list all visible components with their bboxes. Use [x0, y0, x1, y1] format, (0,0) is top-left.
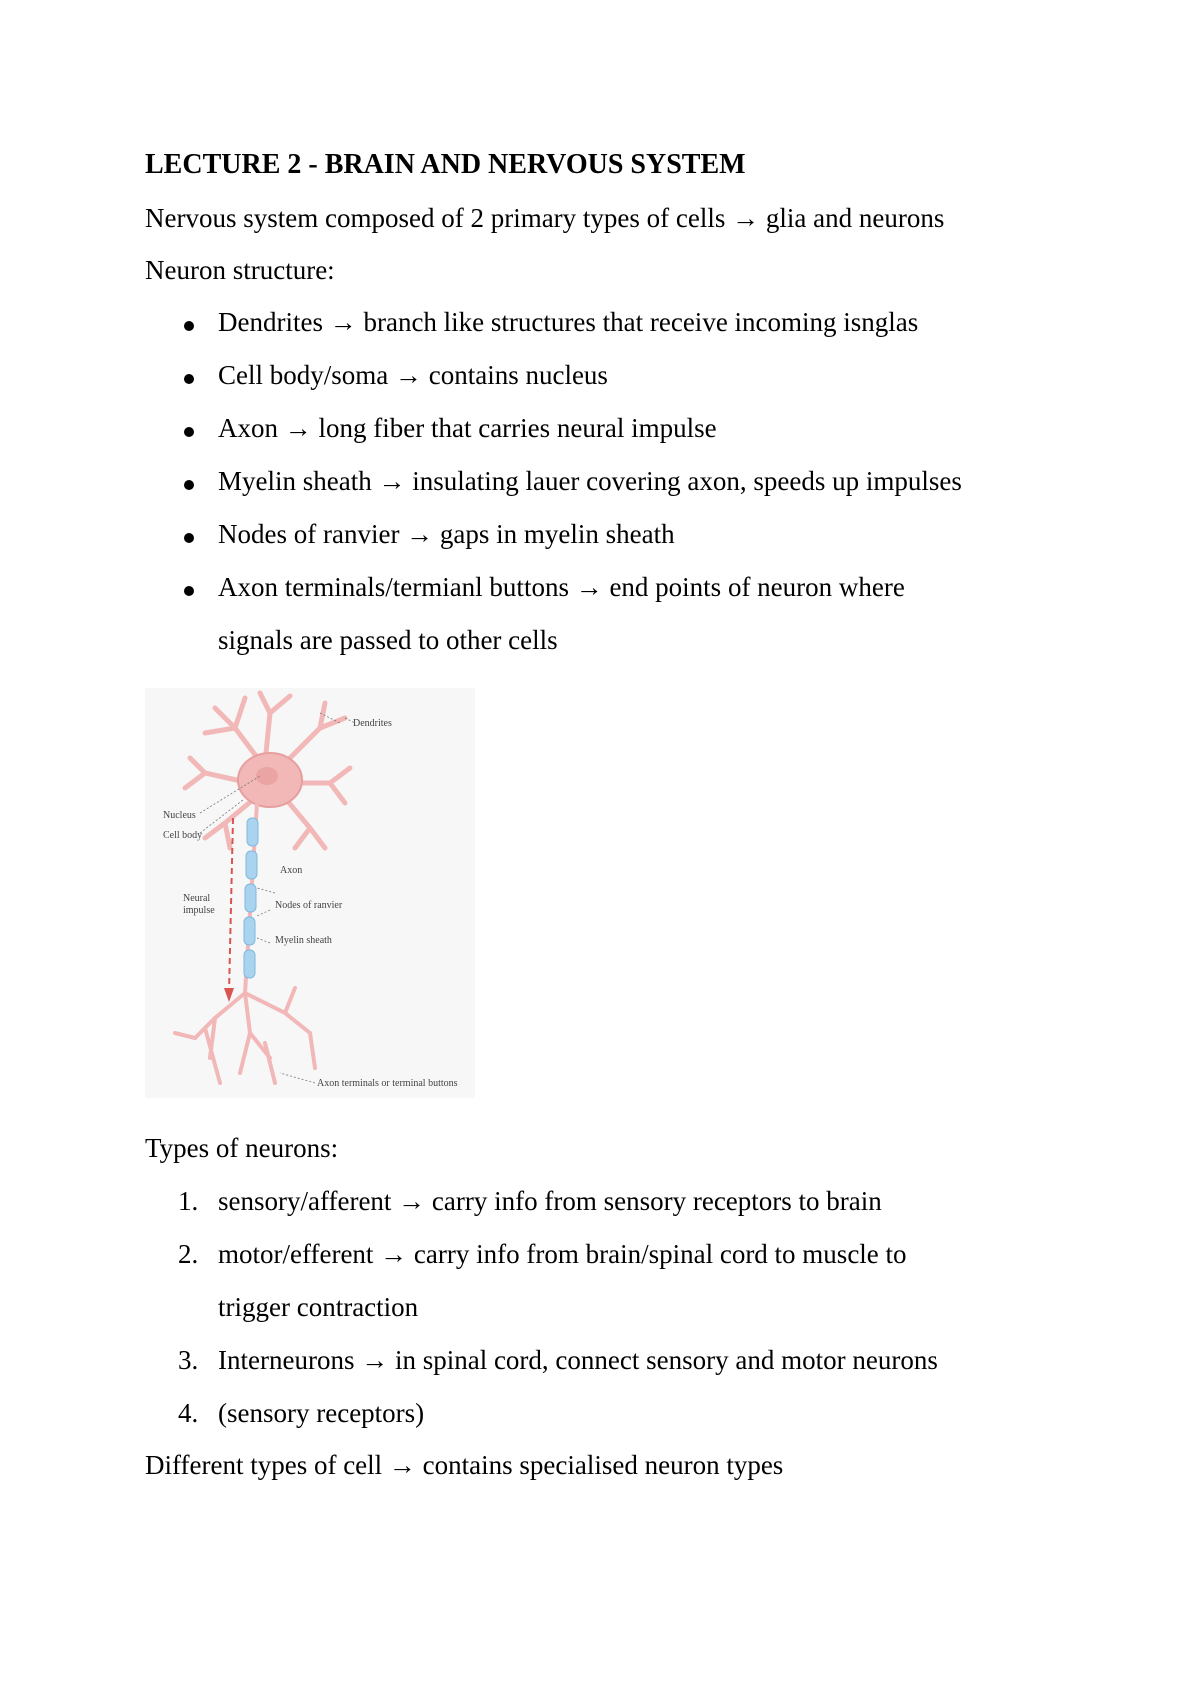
neuron-structure-heading: Neuron structure: [145, 255, 335, 285]
bullet-icon [184, 427, 194, 437]
label-nucleus: Nucleus [163, 810, 196, 821]
label-cell-body: Cell body [163, 830, 203, 841]
list-number: 1. [178, 1186, 199, 1216]
neuron-illustration [145, 688, 475, 1098]
list-item-continuation: trigger contraction [218, 1292, 419, 1322]
list-item: Axon → long fiber that carries neural impulse [218, 413, 717, 443]
list-item: sensory/afferent → carry info from sensory receptors to brain [218, 1186, 882, 1216]
list-item: Axon terminals/termianl buttons → end points of neuron where [218, 572, 905, 602]
impulse-arrowhead-icon [224, 988, 234, 1002]
axon-terminals-graphic [175, 988, 315, 1083]
label-dendrites: Dendrites [353, 718, 392, 729]
list-number: 3. [178, 1345, 199, 1375]
closing-text: Different types of cell → contains specialised neuron types [145, 1450, 784, 1480]
neuron-diagram [145, 688, 475, 1098]
label-neural-impulse-2: impulse [183, 905, 215, 916]
list-item: Interneurons → in spinal cord, connect sensory and motor neurons [218, 1345, 938, 1375]
list-number: 2. [178, 1239, 199, 1269]
label-myelin-sheath: Myelin sheath [275, 935, 332, 946]
types-heading: Types of neurons: [145, 1133, 339, 1163]
bullet-icon [184, 533, 194, 543]
page-title: LECTURE 2 - BRAIN AND NERVOUS SYSTEM [145, 149, 746, 180]
label-neural-impulse-1: Neural [183, 893, 211, 904]
label-axon: Axon [280, 865, 303, 876]
label-axon-terminals: Axon terminals or terminal buttons [317, 1078, 458, 1089]
bullet-icon [184, 586, 194, 596]
list-item: Nodes of ranvier → gaps in myelin sheath [218, 519, 675, 549]
bullet-icon [184, 321, 194, 331]
label-nodes-of-ranvier: Nodes of ranvier [275, 900, 343, 911]
list-item: Myelin sheath → insulating lauer covering axon, speeds up impulses [218, 466, 962, 496]
list-item: (sensory receptors) [218, 1398, 425, 1428]
bullet-icon [184, 480, 194, 490]
list-number: 4. [178, 1398, 199, 1428]
bullet-icon [184, 374, 194, 384]
list-item: Cell body/soma → contains nucleus [218, 360, 608, 390]
list-item-continuation: signals are passed to other cells [218, 625, 558, 655]
list-item: motor/efferent → carry info from brain/spinal cord to muscle to [218, 1239, 907, 1269]
axon-graphic [244, 803, 258, 993]
intro-text: Nervous system composed of 2 primary types of cells → glia and neurons [145, 203, 945, 233]
list-item: Dendrites → branch like structures that receive incoming isnglas [218, 307, 919, 337]
